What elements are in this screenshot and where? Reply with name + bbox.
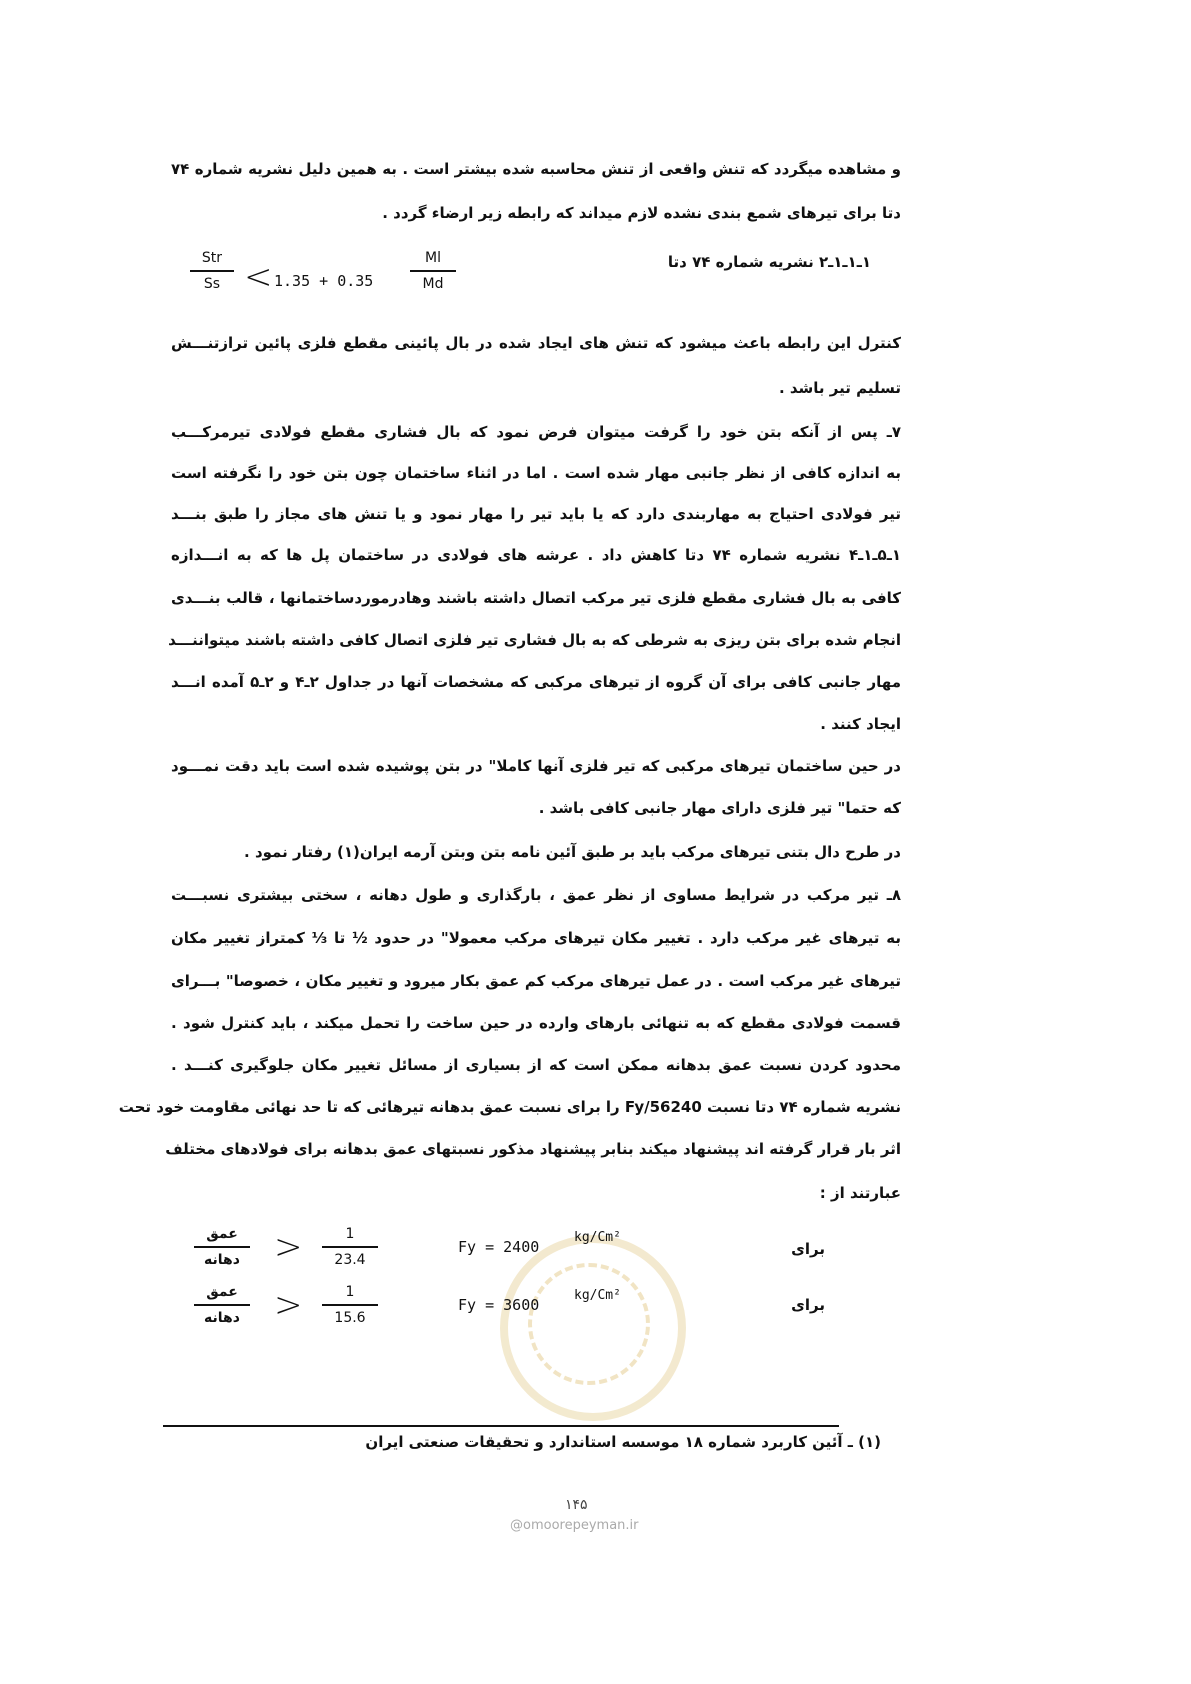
rhs-numerator: Ml bbox=[425, 250, 441, 266]
greater-than-sign: > bbox=[274, 1227, 303, 1267]
body-line: کنترل این رابطه باعث میشود که تنش های ایجاد شده در بال پائینی مقطع فلزی پائین ترازتنـــش bbox=[171, 334, 901, 352]
body-line: تیرهای غیر مرکب است . در عمل تیرهای مرکب کم عمق بکار میرود و تغییر مکان ، خصوصا" بـــرای bbox=[171, 972, 901, 990]
body-line: به تیرهای غیر مرکب دارد . تغییر مکان تیرهای مرکب معمولا" در حدود ½ تا ⅓ کمتراز تغییر مکان bbox=[171, 929, 901, 947]
fy-unit: kg/Cm² bbox=[574, 1288, 621, 1303]
fraction-denominator: دهانه bbox=[204, 1310, 240, 1326]
fy-value: Fy = 2400 bbox=[458, 1238, 540, 1256]
body-line: کافی به بال فشاری مقطع فلزی تیر مرکب اتصال داشته باشند وهادرموردساختمانها ، قالب بنـــدی bbox=[171, 589, 901, 607]
ratio-label: برای bbox=[791, 1240, 825, 1258]
limit-numerator: 1 bbox=[345, 1226, 355, 1242]
limit-fraction bbox=[322, 1224, 378, 1270]
lhs-denominator: Ss bbox=[203, 276, 221, 292]
fy-value: Fy = 3600 bbox=[458, 1296, 540, 1314]
depth-span-fraction bbox=[194, 1282, 250, 1328]
limit-fraction bbox=[322, 1282, 378, 1328]
ratio-label: برای bbox=[791, 1296, 825, 1314]
limit-denominator: 23.4 bbox=[334, 1252, 366, 1268]
website-watermark: @omoorepeyman.ir bbox=[510, 1518, 639, 1533]
fraction-denominator: دهانه bbox=[204, 1252, 240, 1268]
limit-denominator: 15.6 bbox=[334, 1310, 366, 1326]
footnote: (۱) ـ آئین کاربرد شماره ۱۸ موسسه استاندارد و تحقیقات صنعتی ایران bbox=[365, 1433, 881, 1451]
depth-span-fraction bbox=[194, 1224, 250, 1270]
body-line: قسمت فولادی مقطع که به تنهائی بارهای وارده در حین ساخت را تحمل میکند ، باید کنترل شود . bbox=[171, 1014, 901, 1032]
body-line: ۱ـ۵ـ۱ـ۴ نشریه شماره ۷۴ دتا کاهش داد . عرشه های فولادی در ساختمان پل ها که به انـــدازه bbox=[171, 546, 901, 564]
fraction-numerator: عمق bbox=[206, 1284, 238, 1300]
rhs-fraction bbox=[410, 248, 456, 294]
page-number: ۱۴۵ bbox=[565, 1497, 588, 1513]
paragraph-line: دتا برای تیرهای شمع بندی نشده لازم میداند که رابطه زیر ارضاء گردد . bbox=[382, 204, 901, 222]
formula-reference: ۱ـ۱ـ۱ـ۲ نشریه شماره ۷۴ دتا bbox=[667, 253, 871, 271]
lhs-numerator: Str bbox=[201, 250, 223, 266]
less-than-sign: < bbox=[244, 257, 273, 297]
body-line: انجام شده برای بتن ریزی به شرطی که به بال فشاری تیر فلزی اتصال کافی داشته باشند میتواننـــد bbox=[168, 631, 901, 649]
body-line: ۸ـ تیر مرکب در شرایط مساوی از نظر عمق ، بارگذاری و طول دهانه ، سختی بیشتری نسبـــت bbox=[171, 886, 901, 904]
publisher-watermark bbox=[500, 1235, 686, 1421]
body-line: در طرح دال بتنی تیرهای مرکب باید بر طبق آئین نامه بتن وبتن آرمه ایران(۱) رفتار نمود . bbox=[244, 843, 901, 861]
body-line: ایجاد کنند . bbox=[820, 715, 901, 733]
body-line: مهار جانبی کافی برای آن گروه از تیرهای مرکبی که مشخصات آنها در جداول ۲ـ۴ و ۲ـ۵ آمده انـــد bbox=[171, 673, 901, 691]
body-line: که حتما" تیر فلزی دارای مهار جانبی کافی باشد . bbox=[538, 799, 901, 817]
fy-unit: kg/Cm² bbox=[574, 1230, 621, 1245]
limit-numerator: 1 bbox=[345, 1284, 355, 1300]
greater-than-sign: > bbox=[274, 1285, 303, 1325]
body-line: تسلیم تیر باشد . bbox=[778, 379, 901, 397]
rhs-denominator: Md bbox=[422, 276, 444, 292]
lhs-fraction bbox=[190, 248, 234, 294]
body-line: نشریه شماره ۷۴ دتا نسبت 56240/Fy را برای نسبت عمق بدهانه تیرهائی که تا حد نهائی مقاومت خود تحت bbox=[118, 1098, 901, 1116]
body-line: ۷ـ پس از آنکه بتن خود را گرفت میتوان فرض نمود که بال فشاری مقطع فولادی تیرمرکـــب bbox=[171, 423, 901, 441]
formula-expression: 1.35 + 0.35 bbox=[274, 272, 374, 290]
body-line: به اندازه کافی از نظر جانبی مهار شده است . اما در اثناء ساختمان چون بتن خود را نگرفته است bbox=[171, 464, 901, 482]
body-line: در حین ساختمان تیرهای مرکبی که تیر فلزی آنها کاملا" در بتن پوشیده شده است باید دقت نمـــود bbox=[171, 757, 901, 775]
body-line: تیر فولادی احتیاج به مهاربندی دارد که یا باید تیر را مهار نمود و یا تنش های مجاز را طبق بنـــد bbox=[171, 505, 901, 523]
body-line: اثر بار قرار گرفته اند پیشنهاد میکند بنابر پیشنهاد مذکور نسبتهای عمق بدهانه برای فولادهای مختلف bbox=[165, 1140, 901, 1158]
body-line: عبارتند از : bbox=[819, 1184, 901, 1202]
body-line: محدود کردن نسبت عمق بدهانه ممکن است که از بسیاری از مسائل تغییر مکان جلوگیری کنـــد . bbox=[171, 1056, 901, 1074]
fraction-numerator: عمق bbox=[206, 1226, 238, 1242]
paragraph-line: و مشاهده میگردد که تنش واقعی از تنش محاسبه شده بیشتر است . به همین دلیل نشریه شماره ۷۴ bbox=[171, 160, 901, 178]
footnote-divider bbox=[163, 1425, 839, 1427]
